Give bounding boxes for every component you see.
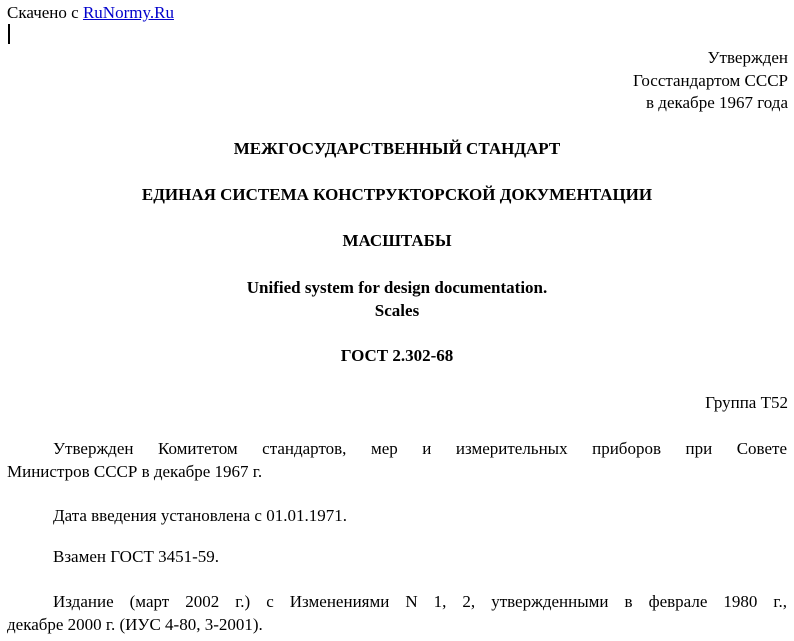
runormy-link[interactable]: RuNormy.Ru [82, 3, 174, 22]
replaces-text: Взамен ГОСТ 3451-59. [53, 547, 220, 566]
effective-date-text: Дата введения установлена с 01.01.1971. [53, 506, 347, 525]
subject-title: МАСШТАБЫ [342, 231, 452, 250]
approval-paragraph-line-1: Утвержден Комитетом стандартов, мер и измерительных приборов при Совете [53, 439, 787, 458]
approval-paragraph [7, 438, 787, 483]
system-title: ЕДИНАЯ СИСТЕМА КОНСТРУКТОРСКОЙ ДОКУМЕНТАЦИИ [141, 185, 653, 204]
text-cursor [8, 24, 10, 44]
effective-date-paragraph [7, 505, 787, 528]
edition-paragraph [7, 591, 787, 636]
standard-code: ГОСТ 2.302-68 [340, 346, 454, 365]
english-title [0, 277, 794, 322]
english-title-line-2: Scales [374, 300, 420, 320]
interstate-standard-title: МЕЖГОСУДАРСТВЕННЫЙ СТАНДАРТ [233, 139, 561, 158]
approval-paragraph-line-2: Министров СССР в декабре 1967 г. [7, 461, 263, 481]
classification-group: Группа Т52 [705, 393, 788, 412]
edition-paragraph-line-2: декабре 2000 г. (ИУС 4-80, 3-2001). [7, 614, 263, 634]
approval-line-1: Утвержден [707, 48, 788, 67]
download-source [7, 3, 174, 23]
approval-line-2: Госстандартом СССР [633, 70, 788, 90]
english-title-line-1: Unified system for design documentation. [246, 278, 548, 297]
approval-block [633, 47, 788, 115]
download-source-prefix: Скачено с [7, 3, 79, 22]
approval-line-3: в декабре 1967 года [646, 93, 788, 112]
edition-paragraph-line-1: Издание (март 2002 г.) с Изменениями N 1, 2, утвержденными в феврале 1980 г., [53, 592, 787, 611]
replaces-paragraph [7, 546, 787, 569]
